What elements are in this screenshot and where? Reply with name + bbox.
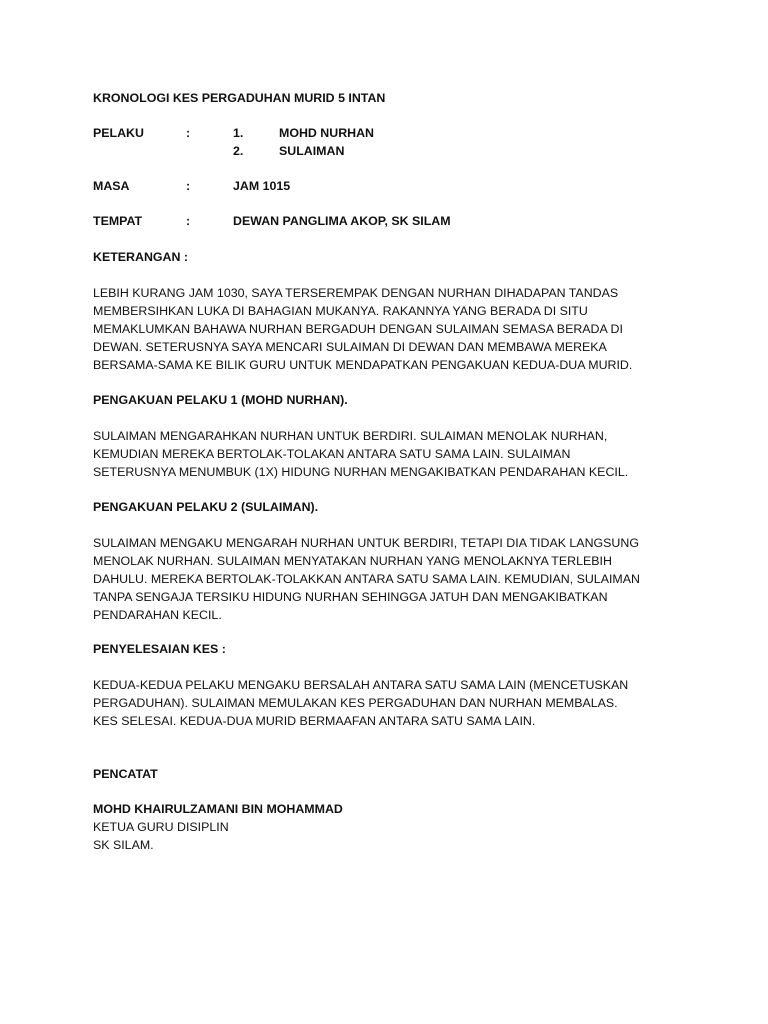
paragraph-line: MENOLAK NURHAN. SULAIMAN MENYATAKAN NURHAN YANG MENOLAKNYA TERLEBIH [93, 554, 612, 568]
keterangan-heading: KETERANGAN : [93, 250, 188, 264]
pelaku-label: PELAKU [93, 126, 144, 140]
paragraph-line: SETERUSNYA MENUMBUK (1X) HIDUNG NURHAN MENGAKIBATKAN PENDARAHAN KECIL. [93, 465, 629, 479]
paragraph-line: KEMUDIAN MEREKA BERTOLAK-TOLAKAN ANTARA SATU SAMA LAIN. SULAIMAN [93, 447, 571, 461]
paragraph-line: TANPA SENGAJA TERSIKU HIDUNG NURHAN SEHINGGA JATUH DAN MENGAKIBATKAN [93, 590, 608, 604]
paragraph-line: SULAIMAN MENGAKU MENGARAH NURHAN UNTUK BERDIRI, TETAPI DIA TIDAK LANGSUNG [93, 536, 639, 550]
pengakuan-2-heading: PENGAKUAN PELAKU 2 (SULAIMAN). [93, 500, 319, 514]
paragraph-line: PERGADUHAN). SULAIMAN MEMULAKAN KES PERGADUHAN DAN NURHAN MEMBALAS. [93, 696, 618, 710]
pelaku-name-2: SULAIMAN [279, 144, 345, 158]
pengakuan-2-paragraph [93, 534, 693, 624]
paragraph-line: DEWAN. SETERUSNYA SAYA MENCARI SULAIMAN DI DEWAN DAN MEMBAWA MEREKA [93, 340, 607, 354]
masa-label: MASA [93, 179, 130, 193]
paragraph-line: LEBIH KURANG JAM 1030, SAYA TERSEREMPAK DENGAN NURHAN DIHADAPAN TANDAS [93, 286, 619, 300]
pencatat-heading: PENCATAT [93, 767, 158, 781]
tempat-value: DEWAN PANGLIMA AKOP, SK SILAM [233, 214, 451, 228]
paragraph-line: PENDARAHAN KECIL. [93, 608, 222, 622]
paragraph-line: KES SELESAI. KEDUA-DUA MURID BERMAAFAN ANTARA SATU SAMA LAIN. [93, 714, 536, 728]
keterangan-paragraph [93, 284, 693, 374]
pengakuan-1-heading: PENGAKUAN PELAKU 1 (MOHD NURHAN). [93, 393, 348, 407]
pelaku-name-1: MOHD NURHAN [279, 126, 374, 140]
paragraph-line: SULAIMAN MENGARAHKAN NURHAN UNTUK BERDIRI. SULAIMAN MENOLAK NURHAN, [93, 429, 608, 443]
pelaku-section [93, 124, 693, 164]
masa-value: JAM 1015 [233, 179, 291, 193]
tempat-label: TEMPAT [93, 214, 143, 228]
pencatat-name: MOHD KHAIRULZAMANI BIN MOHAMMAD [93, 802, 343, 816]
pencatat-position: KETUA GURU DISIPLIN [93, 820, 229, 834]
pelaku-number-2: 2. [233, 144, 244, 158]
pelaku-colon: : [186, 126, 191, 140]
paragraph-line: BERSAMA-SAMA KE BILIK GURU UNTUK MENDAPATKAN PENGAKUAN KEDUA-DUA MURID. [93, 358, 633, 372]
tempat-row [93, 212, 693, 232]
paragraph-line: MEMBERSIHKAN LUKA DI BAHAGIAN MUKANYA. RAKANNYA YANG BERADA DI SITU [93, 304, 588, 318]
pelaku-number-1: 1. [233, 126, 244, 140]
pencatat-school: SK SILAM. [93, 838, 154, 852]
paragraph-line: KEDUA-KEDUA PELAKU MENGAKU BERSALAH ANTARA SATU SAMA LAIN (MENCETUSKAN [93, 678, 629, 692]
tempat-colon: : [186, 214, 191, 228]
masa-colon: : [186, 179, 191, 193]
masa-row [93, 177, 693, 197]
pengakuan-1-paragraph [93, 427, 693, 481]
paragraph-line: MEMAKLUMKAN BAHAWA NURHAN BERGADUH DENGAN SULAIMAN SEMASA BERADA DI [93, 322, 623, 336]
document-title: KRONOLOGI KES PERGADUHAN MURID 5 INTAN [93, 91, 386, 105]
penyelesaian-heading: PENYELESAIAN KES : [93, 642, 226, 656]
penyelesaian-paragraph [93, 676, 693, 730]
paragraph-line: DAHULU. MEREKA BERTOLAK-TOLAKKAN ANTARA SATU SAMA LAIN. KEMUDIAN, SULAIMAN [93, 572, 640, 586]
